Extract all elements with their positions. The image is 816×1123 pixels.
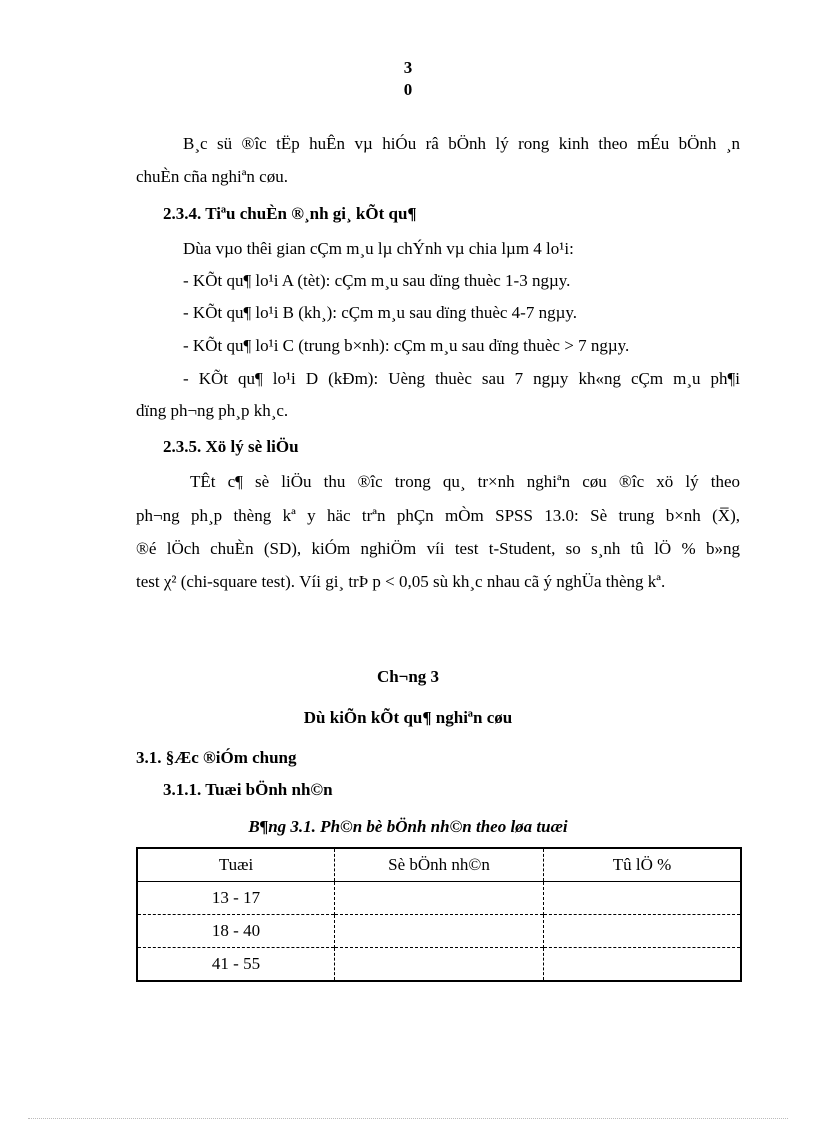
paragraph-line: ph¬ng ph¸p thèng kª y häc trªn phÇn mÒm SPSS 13.0: Sè trung b×nh (X̅), bbox=[136, 506, 740, 525]
criteria-intro: Dùa vµo thêi gian cÇm m¸u lµ chÝnh vµ chia lµm 4 lo¹i: bbox=[183, 239, 574, 258]
chapter-subtitle: Dù kiÕn kÕt qu¶ nghiªn cøu bbox=[303, 708, 513, 727]
age-distribution-table bbox=[136, 847, 742, 982]
section-heading-2-3-4: 2.3.4. Tiªu chuÈn ®¸nh gi¸ kÕt qu¶ bbox=[163, 204, 417, 223]
page-number-bottom: 0 bbox=[403, 80, 413, 99]
column-header: Tû lÖ % bbox=[544, 848, 742, 882]
table-row bbox=[137, 882, 741, 915]
table-cell bbox=[544, 915, 742, 948]
column-header: Sè bÖnh nh©n bbox=[335, 848, 544, 882]
table-cell bbox=[335, 948, 544, 982]
table-cell: 18 - 40 bbox=[137, 915, 335, 948]
paragraph-line: ®é lÖch chuÈn (SD), kiÓm nghiÖm víi test t-Student, so s¸nh tû lÖ % b»ng bbox=[136, 539, 740, 558]
table-header-row bbox=[137, 848, 741, 882]
table-cell bbox=[544, 948, 742, 982]
criteria-item: - KÕt qu¶ lo¹i B (kh¸): cÇm m¸u sau dïng thuèc 4-7 ngµy. bbox=[183, 303, 578, 322]
table-cell bbox=[335, 882, 544, 915]
criteria-item: - KÕt qu¶ lo¹i D (kÐm): Uèng thuèc sau 7 ngµy kh«ng cÇm m¸u ph¶i bbox=[183, 369, 740, 388]
chapter-title: Ch¬ng 3 bbox=[376, 667, 440, 686]
criteria-item: dïng ph¬ng ph¸p kh¸c. bbox=[136, 401, 289, 420]
table-row bbox=[137, 915, 741, 948]
section-heading-3-1: 3.1. §Æc ®iÓm chung bbox=[136, 748, 297, 767]
criteria-item: - KÕt qu¶ lo¹i A (tèt): cÇm m¸u sau dïng thuèc 1-3 ngµy. bbox=[183, 271, 571, 290]
table-cell: 13 - 17 bbox=[137, 882, 335, 915]
table-caption: B¶ng 3.1. Ph©n bè bÖnh nh©n theo løa tuæi bbox=[248, 817, 568, 836]
section-heading-2-3-5: 2.3.5. Xö lý sè liÖu bbox=[163, 437, 299, 456]
section-heading-3-1-1: 3.1.1. Tuæi bÖnh nh©n bbox=[163, 780, 333, 799]
table-cell bbox=[544, 882, 742, 915]
criteria-item: - KÕt qu¶ lo¹i C (trung b×nh): cÇm m¸u sau dïng thuèc > 7 ngµy. bbox=[183, 336, 630, 355]
table-cell: 41 - 55 bbox=[137, 948, 335, 982]
page-bottom-divider bbox=[28, 1118, 788, 1119]
paragraph-line: TÊt c¶ sè liÖu thu ®îc trong qu¸ tr×nh nghiªn cøu ®îc xö lý theo bbox=[190, 472, 740, 491]
column-header: Tuæi bbox=[137, 848, 335, 882]
paragraph-line: B¸c sü ®îc tËp huÊn vµ hiÓu râ bÖnh lý rong kinh theo mÉu bÖnh ¸n bbox=[183, 134, 740, 153]
table-row bbox=[137, 948, 741, 982]
table-cell bbox=[335, 915, 544, 948]
paragraph-line: test χ² (chi-square test). Víi gi¸ trÞ p < 0,05 sù kh¸c nhau cã ý nghÜa thèng kª. bbox=[136, 572, 666, 591]
page-number-top: 3 bbox=[403, 58, 413, 77]
paragraph-line: chuÈn cña nghiªn cøu. bbox=[136, 167, 288, 186]
